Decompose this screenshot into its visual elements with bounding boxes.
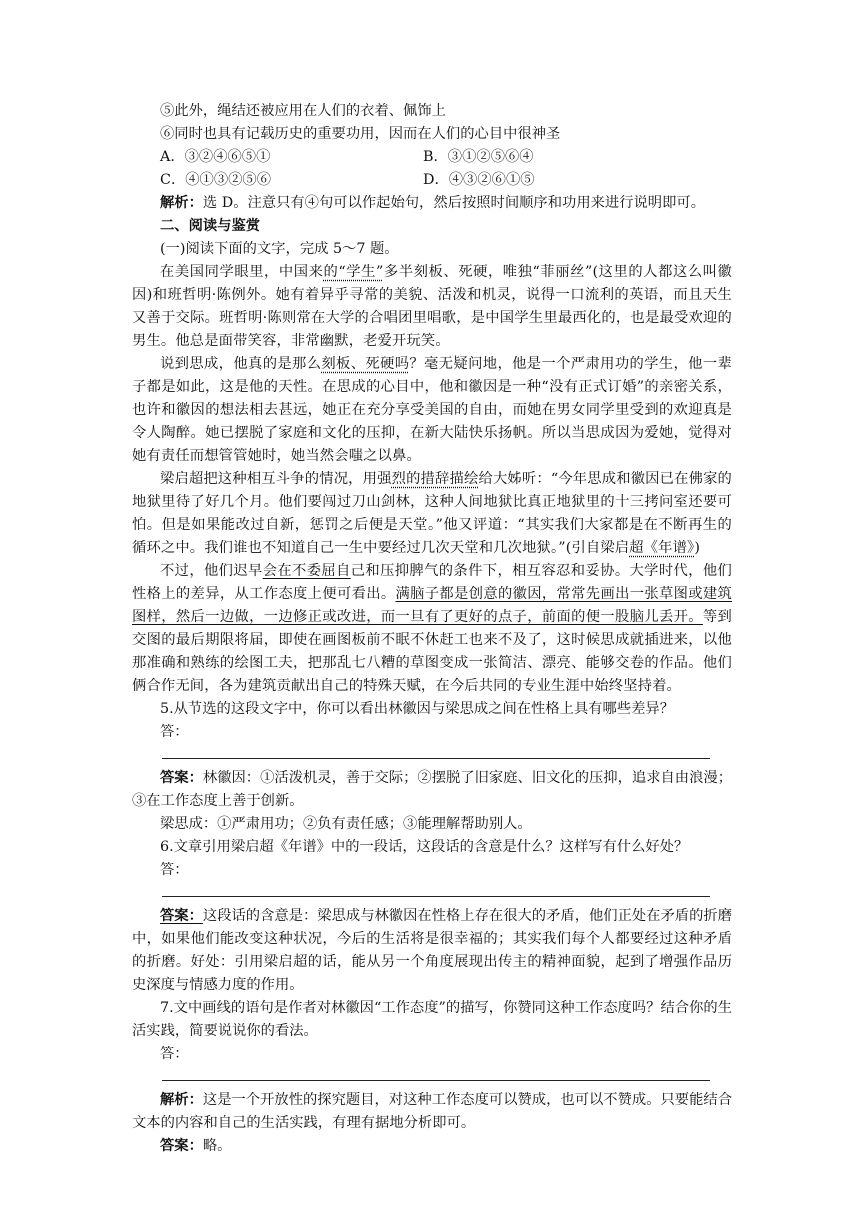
- q7-answer-line: [132, 1043, 732, 1089]
- answer-prompt: 答：: [160, 1046, 189, 1062]
- answer-label: 答案：: [160, 1138, 203, 1154]
- option-d: D．④③②⑥①⑤: [423, 172, 535, 188]
- answer-prompt: 答：: [160, 724, 189, 740]
- analysis-text: 这是一个开放性的探究题目，对这种工作态度可以赞成，也可以不赞成。只要能结合文本的内容和自己的生活实践，有理有据地分析即可。: [132, 1092, 733, 1131]
- q5-answer-2: 梁思成：①严肃用功；②负有责任感；③能理解帮助别人。: [160, 816, 532, 832]
- answer-prompt: 答：: [160, 862, 189, 878]
- q7-analysis: [132, 1089, 732, 1135]
- q6-answer-line: [132, 859, 732, 905]
- text-run: 给大姊听：“今年思成和徽因已在佛家的地狱里待了好几个月。他们要闯过刀山剑林，这种人间地狱比真正地狱里的十三拷问室还要可怕。但是如果能改过自新，惩罚之后便是天堂。”他又评道：“其实我们大家都是在不断再生的循环之中。我们谁也不知道自己一生中要经过几次天堂和几次地狱。”(引自梁启: [132, 471, 732, 556]
- answer-blank[interactable]: [162, 882, 710, 897]
- dotted-text: 超《年谱》: [629, 540, 695, 556]
- text-run: ): [694, 540, 701, 556]
- passage-paragraph-3: [132, 468, 732, 560]
- text-run: 说到思成，他真的是那么: [160, 356, 322, 372]
- dotted-text: 烈的措辞描绘: [391, 471, 479, 487]
- underlined-text: 会在不委屈自: [262, 563, 351, 579]
- option-a: A．③②④⑥⑤①: [160, 149, 271, 165]
- option-b: B．③①②⑤⑥④: [423, 149, 534, 165]
- passage-paragraph-4: [132, 560, 732, 698]
- document-content: [132, 100, 732, 1158]
- options-row-2: [132, 169, 732, 192]
- passage-paragraph-2: [132, 353, 732, 468]
- answer-label: 答案：: [160, 908, 203, 924]
- answer-label: 答案：: [160, 770, 203, 786]
- answer-text: 这段话的含意是：梁思成与林徽因在性格上存在很大的矛盾，他们正处在矛盾的折磨中，如果他们能改变这种状况，今后的生活将是很幸福的；其实我们每个人都要经过这种矛盾的折磨。好处：引用梁启超的话，能从另一个角度展现出传主的精神面貌，起到了增强作品历史深度与情感力度的作用。: [132, 908, 733, 993]
- section-title: 二、阅读与鉴赏: [160, 218, 261, 234]
- option-c: C．④①③②⑤⑥: [160, 172, 272, 188]
- q5-answer-line: [132, 721, 732, 767]
- analysis-text: 选 D。注意只有④句可以作起始句，然后按照时间顺序和功用来进行说明即可。: [202, 195, 705, 211]
- q5-answer: [132, 767, 732, 813]
- text-run: 等到交图的最后期限将届，即使在画图板前不眠不休赶工也来不及了，这时候思成就插进来，以他那准确和熟练的绘图工夫，把那乱七八糟的草图变成一张简洁、漂亮、能够交卷的作品。他们俩合作无间，各为建筑贡献出自己的特殊天赋，在今后共同的专业生涯中始终坚持着。: [132, 609, 732, 694]
- analysis-label: 解析：: [160, 195, 203, 211]
- text-run: 梁启超把这种相互斗争的情况，用强: [160, 471, 392, 487]
- underlined-text: 满脑子都是创意的徽因，常常先画出一张草图或建筑图样，然后一边做，一边修正或改进，而一旦有了更好的点子，前面的便一股脑儿丢开。: [132, 586, 732, 625]
- answer-text: 林徽因：①活泼机灵，善于交际；②摆脱了旧家庭、旧文化的压抑，追求自由浪漫；③在工作态度上善于创新。: [132, 770, 733, 809]
- sentence-6: ⑥同时也具有记载历史的重要功用，因而在人们的心目中很神圣: [160, 126, 561, 142]
- text-run: 己和压抑脾气的条件下，相互容忍和妥协。大学时代，他们性格上的差异，从工作态度上便可看出。: [132, 563, 732, 602]
- dotted-text: 的“学生”: [323, 264, 384, 280]
- options-row-1: [132, 146, 732, 169]
- analysis-label: 解析：: [160, 1092, 203, 1108]
- q6-answer: [132, 905, 732, 997]
- text-run: 不过，他们迟早: [160, 563, 263, 579]
- answer-blank[interactable]: [162, 744, 710, 759]
- section-intro: (一)阅读下面的文字，完成 5～7 题。: [160, 241, 399, 257]
- q7-answer: [132, 1135, 732, 1158]
- text-run: 多半刻板、死硬，唯独“菲丽丝”(这里的人都这么叫徽因)和班哲明·陈例外。她有着异乎寻常的美貌、活泼和机灵，说得一口流利的英语，而且天生又善于交际。班哲明·陈则常在大学的合唱团里唱歌，是中国学生里最西化的，也是最受欢迎的男生。他总是面带笑容，非常幽默，老爱开玩笑。: [132, 264, 732, 349]
- q6-question: 6.文章引用梁启超《年谱》中的一段话，这段话的含意是什么？这样写有什么好处？: [160, 839, 689, 855]
- answer-text: 略。: [202, 1138, 232, 1154]
- sentence-5: ⑤此外，绳结还被应用在人们的衣着、佩饰上: [160, 103, 446, 119]
- q5-question: 5.从节选的这段文字中，你可以看出林徽因与梁思成之间在性格上具有哪些差异？: [160, 701, 675, 717]
- text-run: 在美国同学眼里，中国来: [160, 264, 324, 280]
- passage-paragraph-1: [132, 261, 732, 353]
- dotted-text: 刻板、死硬吗: [321, 356, 410, 372]
- q7-question: 7.文中画线的语句是作者对林徽因“工作态度”的描写，你赞同这种工作态度吗？结合你的生活实践，简要说说你的看法。: [132, 1000, 732, 1039]
- q4-analysis: [132, 192, 732, 215]
- text-run: ？毫无疑问地，他是一个严肃用功的学生，他一辈子都是如此，这是他的天性。在思成的心目中，他和徽因是一种“没有正式订婚”的亲密关系，也许和徽因的想法相去甚远，她正在充分享受美国的自由，而她在男女同学里受到的欢迎真是令人陶醉。她已摆脱了家庭和文化的压抑，在新大陆快乐扬帆。所以当思成因为爱她，觉得对她有责任而想管管她时，她当然会嗤之以鼻。: [132, 356, 732, 464]
- answer-blank[interactable]: [162, 1066, 710, 1081]
